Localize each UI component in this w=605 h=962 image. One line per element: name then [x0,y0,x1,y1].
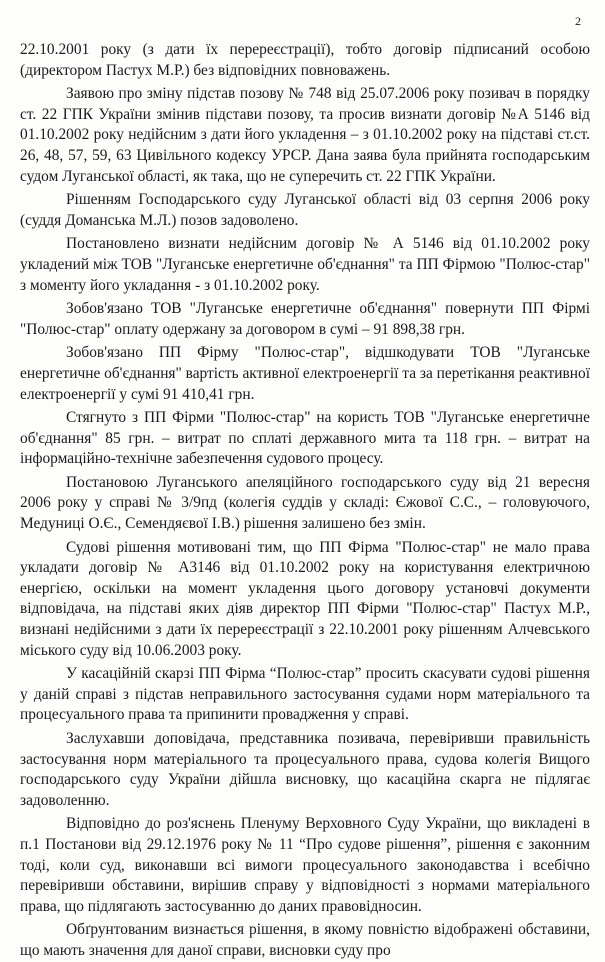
document-body [20,40,590,962]
paragraph: Рішенням Господарського суду Луганської області від 03 серпня 2006 року (суддя Доманська М.Л.) позов задоволено. [20,191,590,229]
page-number: 2 [575,14,581,28]
paragraph: Обґрунтованим визнається рішення, в якому повністю відображені обставини, що мають значення для даної справи, висновки суду про [20,921,590,959]
paragraph: Заслухавши доповідача, представника позивача, перевіривши правильність застосування норм матеріального та процесуального права, судова колегія Вищого господарського суду України дійшла висновку, що касаційна скарга не підлягає задоволенню. [20,730,590,809]
paragraph: Зобов'язано ТОВ "Луганське енергетичне об'єднання" повернути ПП Фірмі "Полюс-стар" оплату одержану за договором в сумі – 91 898,38 грн. [20,300,590,338]
paragraph: Заявою про зміну підстав позову № 748 від 25.07.2006 року позивач в порядку ст. 22 ГПК України змінив підстави позову, та просив визнати договір №А 5146 від 01.10.2002 року недійсним з дати його укладення – з 01.10.2002 року на підставі ст.ст. 26, 48, 57, 59, 63 Цивільного кодексу УРСР. Дана заява була прийнята господарським судом Луганської області, як така, що не суперечить ст. 22 ГПК України. [20,85,590,185]
paragraph: Стягнуто з ПП Фірми "Полюс-стар" на користь ТОВ "Луганське енергетичне об'єднання" 85 грн. – витрат по сплаті державного мита та 118 грн. – витрат на інформаційно-технічне забезпечення судового процесу. [20,409,590,468]
paragraph: Постановою Луганського апеляційного господарського суду від 21 вересня 2006 року у справі № 3/9пд (колегія суддів у складі: Єжової С.С., – головуючого, Медуниці О.Є., Семендяєвої І.В.) рішення залишено без змін. [20,473,590,533]
paragraph: 22.10.2001 року (з дати їх перереєстрації), тобто договір підписаний особою (директором Пастух М.Р.) без відповідних повноважень. [20,41,590,79]
paragraph: У касаційній скарзі ПП Фірма “Полюс-стар” просить скасувати судові рішення у даній справі з підстав неправильного застосування судами норм матеріального та процесуального права та припинити провадження у справі. [20,665,590,724]
paragraph: Зобов'язано ПП Фірму "Полюс-стар", відшкодувати ТОВ "Луганське енергетичне об'єднання" вартість активної електроенергії та за перетікання реактивної електроенергії у сумі 91 410,41 грн. [20,344,590,403]
paragraph: Судові рішення мотивовані тим, що ПП Фірма "Полюс-стар" не мало права укладати договір № А3146 від 01.10.2002 року на користування електричною енергією, оскільки на момент укладення цього договору установчі документи відповідача, на підставі яких діяв директор ПП Фірми "Полюс-стар" Пастух М.Р., визнані недійсними з дати їх перереєстрації з 22.10.2001 року рішенням Алчевського міського суду від 10.06.2003 року. [20,538,590,659]
paragraph: Постановлено визнати недійсним договір № А 5146 від 01.10.2002 року укладений між ТОВ "Луганське енергетичне об'єднання" та ПП Фірмою "Полюс-стар" з моменту його укладання - з 01.10.2002 року. [20,235,590,294]
paragraph: Відповідно до роз'яснень Пленуму Верховного Суду України, що викладені в п.1 Постанови від 29.12.1976 року № 11 “Про судове рішення”, рішення є законним тоді, коли суд, виконавши всі вимоги процесуального законодавства і всебічно перевіривши обставини, вирішив справу у відповідності з нормами матеріального права, що підлягають застосуванню до даних правовідносин. [20,815,590,915]
